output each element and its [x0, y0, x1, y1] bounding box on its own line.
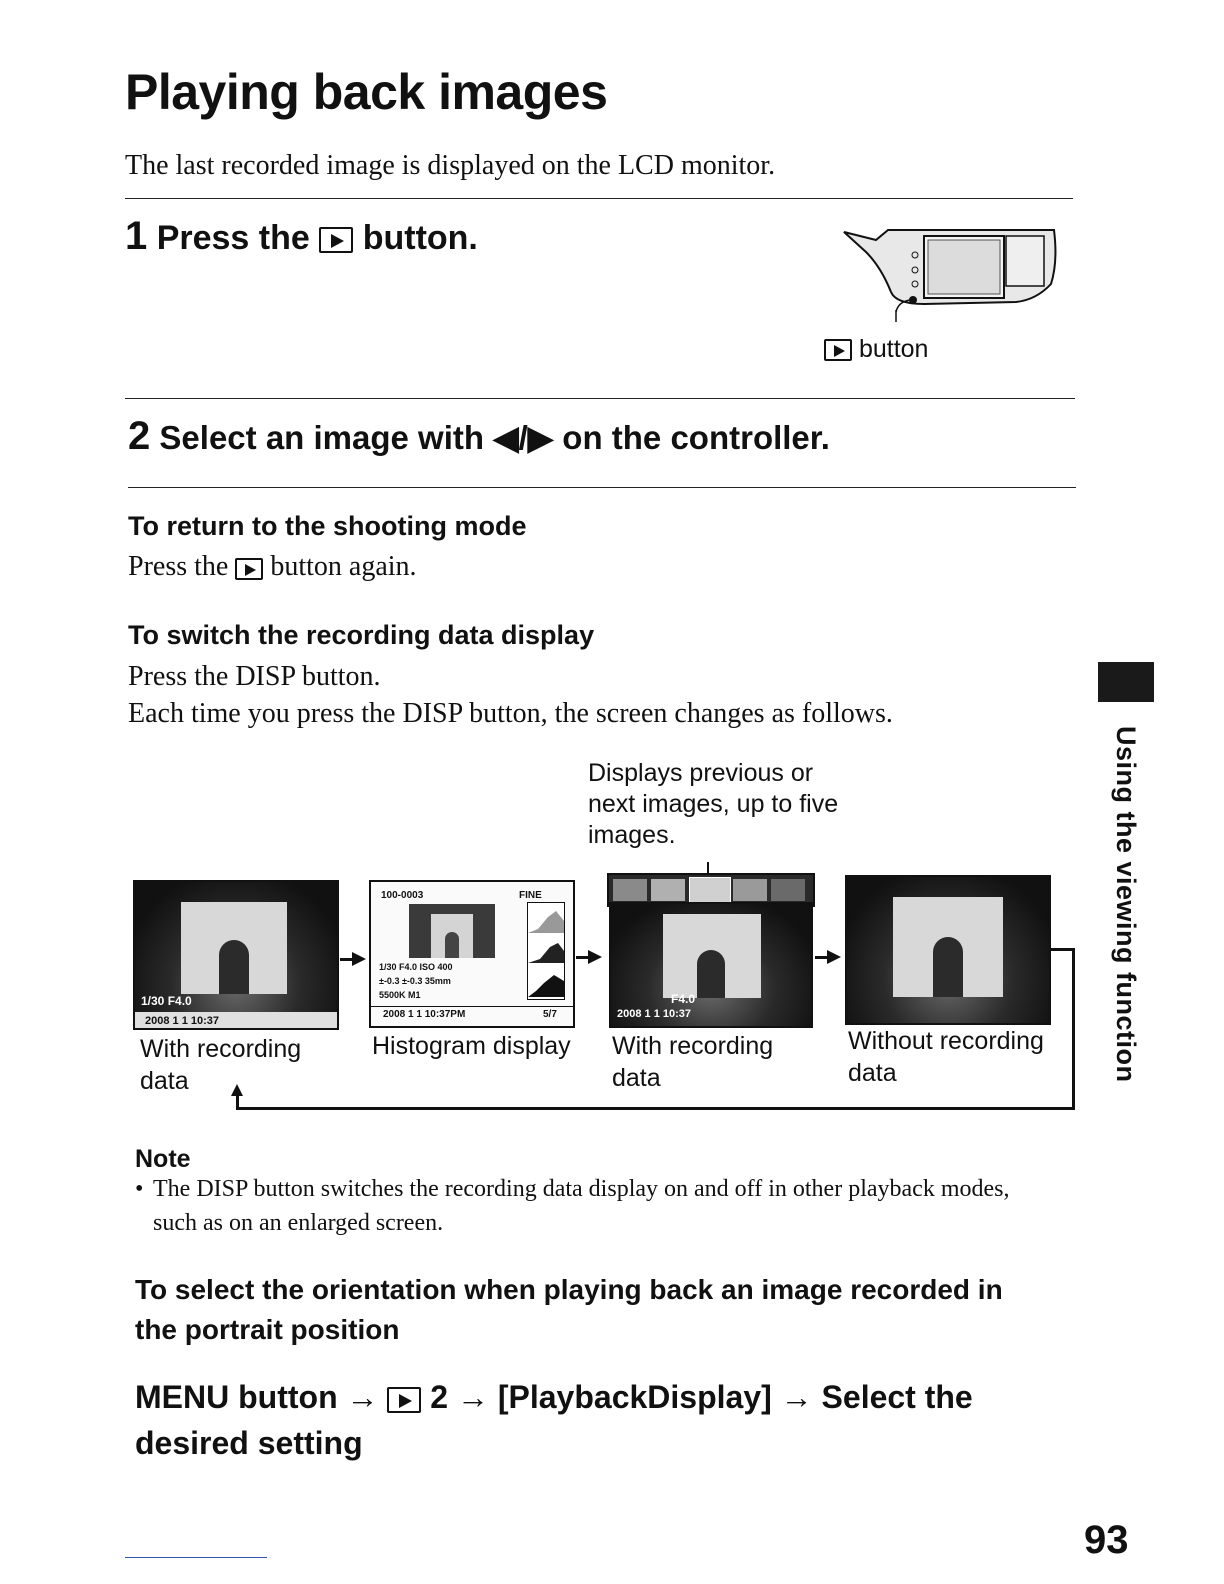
osd-quality: FINE	[519, 890, 542, 901]
note-text: The DISP button switches the recording data display on and off in other playback modes, such as on an enlarged screen.	[153, 1176, 1010, 1236]
play-icon	[319, 227, 353, 253]
flow-arrow-right-icon	[352, 952, 366, 966]
thumb-4	[733, 879, 767, 901]
footer-rule	[125, 1557, 267, 1558]
caption-line-2: data	[140, 1067, 189, 1095]
camera-body-graphic	[836, 222, 1066, 322]
arch-opening	[933, 937, 963, 997]
play-icon	[387, 1387, 421, 1413]
page-number: 93	[1084, 1518, 1129, 1562]
return-loop-bottom	[236, 1107, 1075, 1110]
osd-folder: 100-0003	[381, 890, 424, 901]
note-heading: Note	[135, 1145, 191, 1173]
osd-row-2: ±-0.3 ±-0.3 35mm	[379, 976, 451, 986]
note-body	[135, 1172, 1055, 1240]
menu-part-2: 2	[430, 1379, 449, 1415]
step-2	[128, 414, 830, 460]
switch-line-2: Each time you press the DISP button, the screen changes as follows.	[128, 698, 893, 729]
side-tab-label: Using the viewing function	[1111, 726, 1141, 1083]
arch-opening	[219, 940, 249, 994]
button-figure-label	[824, 333, 928, 365]
menu-part-4: Select the desired setting	[135, 1379, 973, 1461]
bullet: •	[135, 1176, 144, 1202]
thumb-3	[689, 877, 731, 905]
osd-row-3: 5500K M1	[379, 990, 421, 1000]
step-1-text-before: Press the	[156, 219, 310, 257]
caption-screen-1	[140, 1033, 301, 1097]
step-2-number: 2	[128, 414, 151, 458]
caption-screen-4	[848, 1025, 1044, 1089]
screen-histogram-display	[369, 880, 575, 1028]
osd-separator	[371, 1006, 573, 1007]
caption-line-1: With recording	[612, 1032, 774, 1060]
caption-screen-3	[612, 1030, 773, 1094]
return-loop-up	[236, 1094, 239, 1110]
caption-line-1: Without recording	[848, 1027, 1044, 1055]
step-1-number: 1	[125, 214, 148, 258]
screen-with-recording-data-2	[609, 902, 813, 1028]
arch-opening	[697, 950, 725, 998]
thumb-2	[651, 879, 685, 901]
button-label-text: button	[858, 335, 929, 363]
divider	[128, 487, 1076, 488]
return-text	[128, 549, 417, 585]
camera-back-illustration	[836, 222, 1066, 322]
thumb-1	[613, 879, 647, 901]
play-icon	[235, 558, 263, 580]
screen-with-recording-data-1	[133, 880, 339, 1030]
switch-heading: To switch the recording data display	[128, 620, 595, 650]
flow-arrow-right-icon	[827, 950, 841, 964]
play-icon	[824, 339, 852, 361]
flow-arrow-right-icon	[588, 950, 602, 964]
caption-line-2: data	[612, 1064, 661, 1092]
thumb-arch-hole	[445, 932, 459, 958]
thumb-5	[771, 879, 805, 901]
histogram-thumbnail	[409, 904, 495, 958]
return-text-before: Press the	[128, 551, 229, 582]
menu-part-1: MENU button	[135, 1379, 338, 1415]
histogram-graph	[527, 902, 565, 1000]
side-tab-marker	[1098, 662, 1154, 702]
return-arrow-up-icon	[231, 1084, 243, 1096]
step-1-text-after: button.	[362, 219, 478, 257]
screen-without-recording-data	[845, 875, 1051, 1025]
callout-line-2: next images, up to five	[588, 790, 839, 818]
divider	[125, 198, 1073, 199]
osd-line-2: 2008 1 1 10:37	[617, 1008, 692, 1020]
intro-text: The last recorded image is displayed on the LCD monitor.	[125, 150, 776, 181]
return-text-after: button again.	[270, 551, 417, 582]
histogram-curves	[528, 903, 564, 999]
right-arrow-icon: →	[346, 1379, 379, 1415]
osd-line-1: 1/30 F4.0	[141, 994, 192, 1008]
osd-image-count: 5/7	[543, 1009, 557, 1020]
caption-screen-2	[372, 1030, 571, 1062]
right-arrow-icon: →	[456, 1379, 489, 1415]
callout-line-3: images.	[588, 821, 676, 849]
caption-line-1: With recording	[140, 1035, 302, 1063]
switch-line-1: Press the DISP button.	[128, 661, 381, 692]
divider	[125, 398, 1075, 399]
page-title: Playing back images	[125, 64, 608, 120]
step-1	[125, 214, 478, 260]
step-2-text: Select an image with ◀/▶ on the controller.	[159, 419, 830, 456]
callout-line-1: Displays previous or	[588, 759, 814, 787]
menu-part-3: [PlaybackDisplay]	[497, 1379, 772, 1415]
osd-line-1: F4.0	[671, 992, 696, 1006]
diagram-callout	[588, 758, 838, 851]
return-heading: To return to the shooting mode	[128, 511, 527, 541]
right-arrow-icon: →	[780, 1379, 813, 1415]
osd-line-2: 2008 1 1 10:37	[145, 1015, 220, 1027]
caption-line-2: data	[848, 1059, 897, 1087]
osd-row-1: 1/30 F4.0 ISO 400	[379, 962, 453, 972]
menu-path	[135, 1374, 1035, 1466]
return-loop-vertical	[1072, 948, 1075, 1110]
osd-datetime: 2008 1 1 10:37PM	[383, 1009, 466, 1020]
caption-line-1: Histogram display	[372, 1032, 571, 1060]
orientation-heading: To select the orientation when playing back an image recorded in the portrait position	[135, 1274, 1003, 1345]
